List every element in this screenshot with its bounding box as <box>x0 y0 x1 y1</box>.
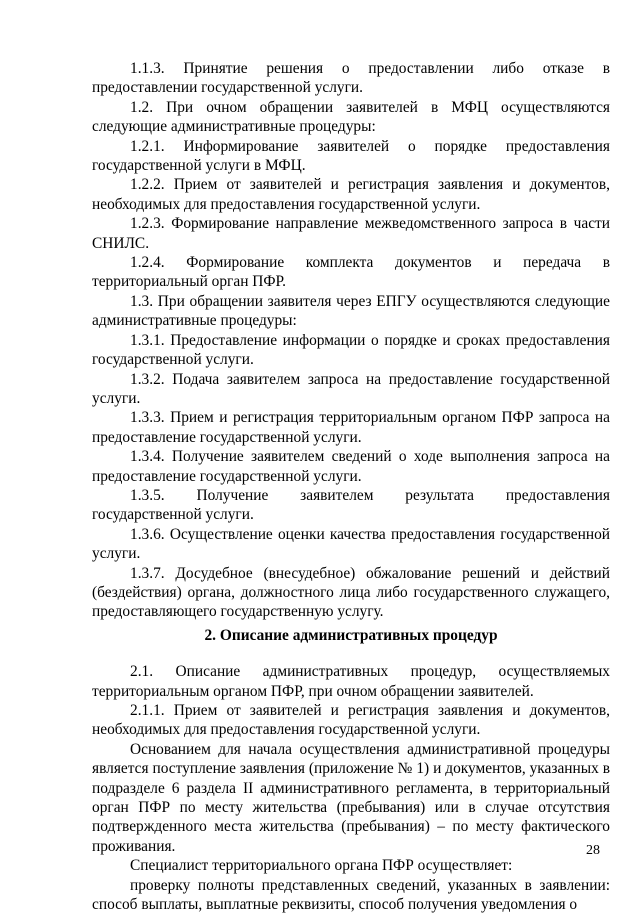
paragraph: 1.2.4. Формирование комплекта документов и передача в территориальный орган ПФР. <box>92 254 610 291</box>
paragraph: 1.2.2. Прием от заявителей и регистрация заявления и документов, необходимых для предоставления государственной услуги. <box>92 176 610 213</box>
paragraph: 1.3.4. Получение заявителем сведений о ходе выполнения запроса на предоставление государственной услуги. <box>92 448 610 485</box>
paragraph: 1.3.7. Досудебное (внесудебное) обжалование решений и действий (бездействия) органа, должностного лица либо государственного служащего, предоставляющего государственную услугу. <box>92 564 610 621</box>
paragraph: Специалист территориального органа ПФР осуществляет: <box>130 857 513 875</box>
page-number: 28 <box>586 843 600 858</box>
paragraph: Основанием для начала осуществления административной процедуры является поступление заявления (приложение № 1) и документов, указанных в подразделе 6 раздела II административного регламента, в территориальный орган ПФР по месту жительства (пребывания) или в случае отсутствия подтвержденного места жительства (пребывания) – по месту фактического проживания. <box>92 740 610 855</box>
paragraph: 2.1.1. Прием от заявителей и регистрация заявления и документов, необходимых для предоставления государственной услуги. <box>92 702 610 739</box>
paragraph: 1.3. При обращении заявителя через ЕПГУ осуществляются следующие административные процедуры: <box>92 292 610 330</box>
document-page <box>92 59 610 914</box>
spacer <box>92 622 610 624</box>
paragraph: 1.3.1. Предоставление информации о порядке и сроках предоставления государственной услуги. <box>92 331 610 369</box>
paragraph: 1.3.3. Прием и регистрация территориальным органом ПФР запроса на предоставление государственной услуги. <box>92 409 610 446</box>
spacer <box>92 645 610 662</box>
paragraph: 1.3.6. Осуществление оценки качества предоставления государственной услуги. <box>92 525 610 563</box>
paragraph: 1.1.3. Принятие решения о предоставлении либо отказе в предоставлении государственной услуги. <box>92 60 610 97</box>
paragraph: 1.3.2. Подача заявителем запроса на предоставление государственной услуги. <box>92 370 610 407</box>
paragraph: 2.1. Описание административных процедур, осуществляемых территориальным органом ПФР, при очном обращении заявителей. <box>92 663 610 700</box>
paragraph: 1.2. При очном обращении заявителей в МФЦ осуществляются следующие административные процедуры: <box>92 98 610 136</box>
paragraph: 1.2.3. Формирование направление межведомственного запроса в части СНИЛС. <box>92 215 610 252</box>
paragraph: 1.2.1. Информирование заявителей о порядке предоставления государственной услуги в МФЦ. <box>92 137 610 175</box>
paragraph: 1.3.5. Получение заявителем результата предоставления государственной услуги. <box>92 486 610 524</box>
paragraph: проверку полноты представленных сведений, указанных в заявлении: способ выплаты, выплатные реквизиты, способ получения уведомления о <box>92 876 610 914</box>
section-heading: 2. Описание административных процедур <box>204 626 498 644</box>
